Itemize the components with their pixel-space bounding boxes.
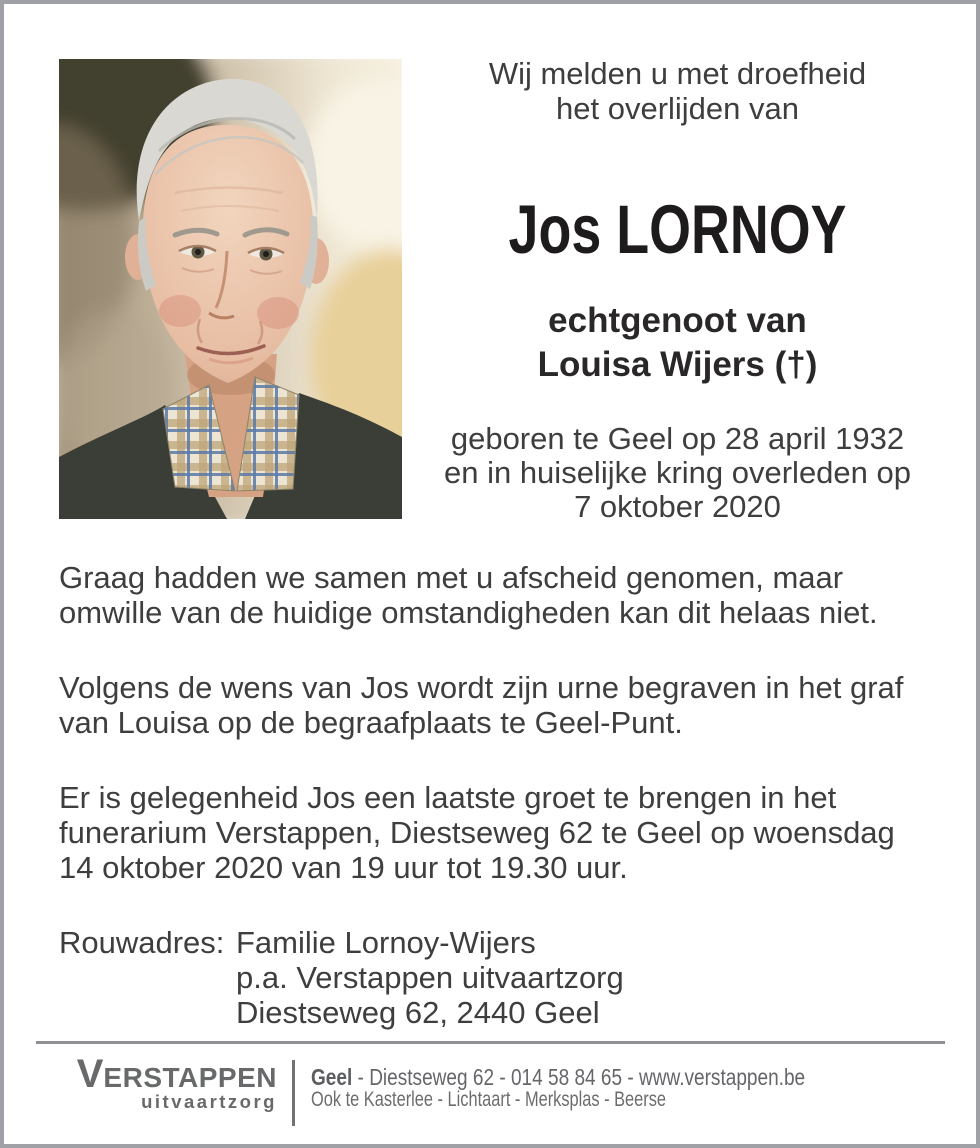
funeral-home-logo	[60, 1054, 277, 1094]
mourning-address	[59, 925, 939, 1030]
mourning-address-line: Diestseweg 62, 2440 Geel	[236, 995, 600, 1030]
body-line: omwille van de huidige omstandigheden kan dit helaas niet.	[59, 595, 878, 630]
logo-subtitle: uitvaartzorg	[141, 1091, 277, 1112]
logo-wordmark: ERSTAPPEN	[103, 1062, 277, 1093]
birth-death-dates	[420, 422, 935, 524]
body-line: van Louisa op de begraafplaats te Geel-Punt.	[59, 705, 683, 740]
body-line: Er is gelegenheid Jos een laatste groet te brengen in het	[59, 780, 837, 815]
footer-city: Geel	[311, 1064, 353, 1090]
paragraph-urn	[59, 670, 939, 740]
cheek-left	[159, 295, 201, 327]
relation-text	[420, 299, 935, 387]
cheek-right	[257, 297, 299, 329]
body-line: Volgens de wens van Jos wordt zijn urne begraven in het graf	[59, 670, 904, 705]
body-line: 14 oktober 2020 van 19 uur tot 19.30 uur.	[59, 850, 628, 885]
relation-line: Louisa Wijers (†)	[537, 345, 818, 384]
footer-vertical-divider	[292, 1060, 295, 1126]
mourning-address-line: p.a. Verstappen uitvaartzorg	[236, 960, 624, 995]
footer-separator-line	[36, 1041, 945, 1044]
intro-text	[420, 56, 935, 126]
portrait-photo	[59, 59, 402, 519]
deceased-name: Jos LORNOY	[508, 191, 847, 268]
dates-line: en in huiselijke kring overleden op	[443, 455, 911, 490]
intro-line: het overlijden van	[556, 91, 799, 126]
paragraph-farewell	[59, 780, 939, 885]
mourning-address-line: Familie Lornoy-Wijers	[236, 925, 536, 960]
mourning-address-label: Rouwadres:	[59, 925, 225, 960]
dates-line: 7 oktober 2020	[574, 489, 781, 524]
body-line: Graag hadden we samen met u afscheid genomen, maar	[59, 560, 844, 595]
footer-contact-line1	[311, 1065, 805, 1089]
portrait-photo-art	[59, 59, 402, 519]
footer-address-phone-web: - Diestseweg 62 - 014 58 84 65 - www.verstappen.be	[352, 1064, 806, 1090]
intro-line: Wij melden u met droefheid	[488, 56, 867, 91]
announcement-body	[59, 560, 939, 1030]
relation-line: echtgenoot van	[548, 301, 807, 340]
body-line: funerarium Verstappen, Diestseweg 62 te Geel op woensdag	[59, 815, 895, 850]
logo-initial: V	[76, 1052, 104, 1096]
dates-line: geboren te Geel op 28 april 1932	[450, 421, 905, 456]
paragraph-covid	[59, 560, 939, 630]
footer-contact-line2: Ook te Kasterlee - Lichtaart - Merksplas - Beerse	[311, 1088, 667, 1111]
